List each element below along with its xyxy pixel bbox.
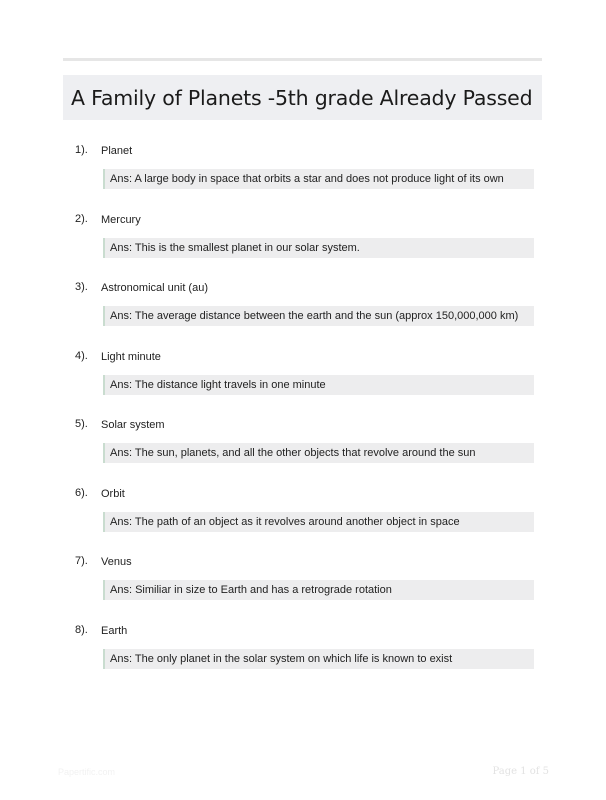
- question-item-2: [0, 211, 606, 280]
- answer-box: Ans: The sun, planets, and all the other objects that revolve around the sun: [103, 443, 534, 463]
- question-item-3: [0, 279, 606, 348]
- answer-box: Ans: The distance light travels in one minute: [103, 375, 534, 395]
- question-number: 1).: [75, 144, 88, 156]
- question-number: 2).: [75, 212, 88, 225]
- title-banner: [63, 75, 542, 120]
- footer-watermark: Papertific.com: [58, 767, 116, 777]
- question-number: 5).: [75, 418, 88, 430]
- question-item-8: [0, 622, 606, 691]
- question-item-5: [0, 416, 606, 485]
- top-divider: [63, 58, 542, 61]
- question-term: Solar system: [101, 419, 165, 431]
- answer-box: Ans: The only planet in the solar system on which life is known to exist: [103, 649, 534, 669]
- question-item-6: [0, 485, 606, 554]
- page-indicator: Page 1 of 5: [492, 766, 549, 777]
- question-term: Mercury: [101, 213, 141, 226]
- question-term: Orbit: [101, 487, 125, 500]
- question-number: 4).: [75, 349, 88, 362]
- question-number: 6).: [75, 486, 88, 499]
- question-list: [0, 142, 606, 690]
- page-title: A Family of Planets -5th grade Already Passed: [71, 85, 533, 110]
- question-term: Light minute: [101, 350, 161, 363]
- question-term: Earth: [101, 624, 128, 637]
- answer-box: Ans: This is the smallest planet in our solar system.: [103, 238, 534, 258]
- question-term: Planet: [101, 145, 133, 157]
- question-item-7: [0, 553, 606, 622]
- answer-box: Ans: Similiar in size to Earth and has a retrograde rotation: [103, 580, 534, 600]
- question-item-4: [0, 348, 606, 417]
- question-term: Venus: [101, 556, 132, 568]
- question-term: Astronomical unit (au): [101, 282, 208, 294]
- answer-box: Ans: A large body in space that orbits a star and does not produce light of its own: [103, 169, 534, 189]
- question-number: 7).: [75, 555, 88, 567]
- answer-box: Ans: The average distance between the earth and the sun (approx 150,000,000 km): [103, 306, 534, 326]
- question-number: 8).: [75, 623, 88, 636]
- question-number: 3).: [75, 281, 88, 293]
- answer-box: Ans: The path of an object as it revolves around another object in space: [103, 512, 534, 532]
- question-item-1: [0, 142, 606, 211]
